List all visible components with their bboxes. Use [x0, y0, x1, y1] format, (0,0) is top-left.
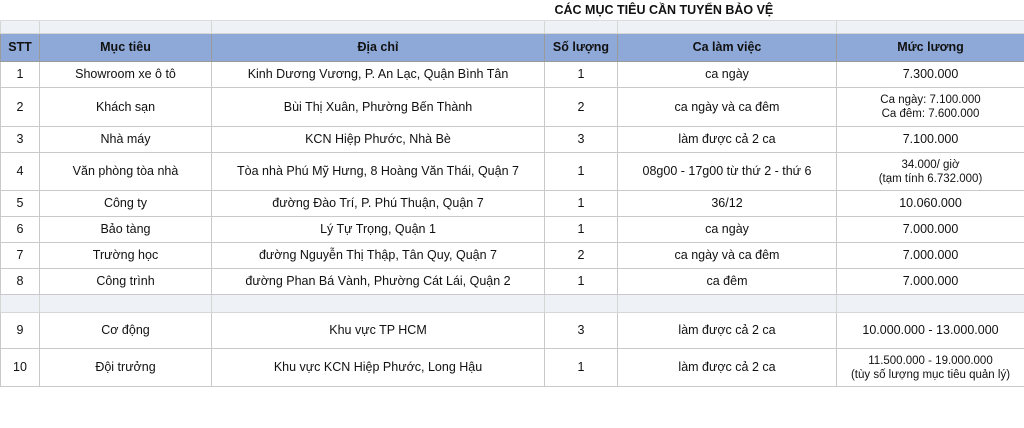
header-dia-chi: Địa chỉ [212, 34, 545, 62]
cell-ca-lam-viec: ca ngày và ca đêm [618, 88, 837, 127]
header-so-luong: Số lượng [545, 34, 618, 62]
cell-stt: 4 [1, 153, 40, 191]
cell-stt: 1 [1, 62, 40, 88]
cell-muc-luong [837, 269, 1024, 295]
salary-line: 7.000.000 [902, 248, 959, 262]
cell-ca-lam-viec: 08g00 - 17g00 từ thứ 2 - thứ 6 [618, 153, 837, 191]
cell-stt: 7 [1, 243, 40, 269]
cell-dia-chi: Khu vực TP HCM [212, 313, 545, 349]
cell-muc-tieu: Trường học [40, 243, 212, 269]
table-row [1, 191, 1024, 217]
cell-muc-tieu: Văn phòng tòa nhà [40, 153, 212, 191]
salary-line: (tùy số lượng mục tiêu quản lý) [850, 368, 1011, 381]
cell-dia-chi: Khu vực KCN Hiệp Phước, Long Hậu [212, 349, 545, 387]
cell-so-luong: 1 [545, 217, 618, 243]
cell-muc-tieu: Công ty [40, 191, 212, 217]
cell-dia-chi: đường Nguyễn Thị Thập, Tân Quy, Quận 7 [212, 243, 545, 269]
cell-muc-luong [837, 313, 1024, 349]
header-muc-tieu: Mục tiêu [40, 34, 212, 62]
cell-ca-lam-viec: ca ngày và ca đêm [618, 243, 837, 269]
salary-line: Ca ngày: 7.100.000 [880, 94, 981, 106]
table-row [1, 313, 1024, 349]
cell-muc-tieu: Khách sạn [40, 88, 212, 127]
cell-muc-luong [837, 217, 1024, 243]
cell-muc-luong [837, 349, 1024, 387]
cell-dia-chi: Bùi Thị Xuân, Phường Bến Thành [212, 88, 545, 127]
header-stt: STT [1, 34, 40, 62]
table-row [1, 62, 1024, 88]
salary-line: 34.000/ giờ [901, 158, 960, 171]
salary-line: Ca đêm: 7.600.000 [881, 108, 980, 120]
header-ca-lam-viec: Ca làm việc [618, 34, 837, 62]
cell-ca-lam-viec: ca ngày [618, 62, 837, 88]
cell-so-luong: 3 [545, 313, 618, 349]
header-muc-luong: Mức lương [837, 34, 1024, 62]
cell-dia-chi: đường Đào Trí, P. Phú Thuận, Quận 7 [212, 191, 545, 217]
cell-muc-tieu: Nhà máy [40, 127, 212, 153]
table-row [1, 217, 1024, 243]
salary-line: 7.000.000 [902, 274, 959, 288]
cell-muc-luong [837, 88, 1024, 127]
cell-muc-tieu: Đội trưởng [40, 349, 212, 387]
cell-muc-luong [837, 243, 1024, 269]
title-row [1, 0, 1024, 21]
salary-line: (tạm tính 6.732.000) [878, 172, 983, 185]
cell-dia-chi: Lý Tự Trọng, Quận 1 [212, 217, 545, 243]
table-row [1, 127, 1024, 153]
salary-line: 7.300.000 [902, 67, 959, 81]
cell-ca-lam-viec: ca đêm [618, 269, 837, 295]
cell-dia-chi: KCN Hiệp Phước, Nhà Bè [212, 127, 545, 153]
cell-stt: 3 [1, 127, 40, 153]
cell-muc-tieu: Showroom xe ô tô [40, 62, 212, 88]
table-row [1, 269, 1024, 295]
spacer-row [1, 21, 1024, 34]
cell-muc-luong [837, 127, 1024, 153]
cell-so-luong: 1 [545, 269, 618, 295]
cell-so-luong: 1 [545, 191, 618, 217]
cell-so-luong: 1 [545, 153, 618, 191]
cell-so-luong: 3 [545, 127, 618, 153]
cell-stt: 8 [1, 269, 40, 295]
salary-line: 11.500.000 - 19.000.000 [868, 354, 993, 367]
cell-so-luong: 2 [545, 88, 618, 127]
cell-so-luong: 2 [545, 243, 618, 269]
cell-stt: 6 [1, 217, 40, 243]
salary-line: 10.000.000 - 13.000.000 [862, 323, 999, 337]
cell-muc-tieu: Công trình [40, 269, 212, 295]
table-row [1, 243, 1024, 269]
cell-ca-lam-viec: làm được cả 2 ca [618, 349, 837, 387]
table-title: CÁC MỤC TIÊU CẦN TUYỂN BẢO VỆ [545, 0, 1024, 21]
cell-muc-tieu: Cơ động [40, 313, 212, 349]
cell-stt: 2 [1, 88, 40, 127]
cell-ca-lam-viec: làm được cả 2 ca [618, 127, 837, 153]
cell-muc-tieu: Bảo tàng [40, 217, 212, 243]
table-row [1, 349, 1024, 387]
cell-so-luong: 1 [545, 62, 618, 88]
cell-so-luong: 1 [545, 349, 618, 387]
table-row [1, 153, 1024, 191]
cell-muc-luong [837, 191, 1024, 217]
salary-line: 10.060.000 [899, 196, 962, 210]
header-row [1, 34, 1024, 62]
cell-ca-lam-viec: 36/12 [618, 191, 837, 217]
cell-ca-lam-viec: làm được cả 2 ca [618, 313, 837, 349]
cell-dia-chi: đường Phan Bá Vành, Phường Cát Lái, Quận 2 [212, 269, 545, 295]
cell-dia-chi: Tòa nhà Phú Mỹ Hưng, 8 Hoàng Văn Thái, Quận 7 [212, 153, 545, 191]
cell-stt: 5 [1, 191, 40, 217]
salary-line: 7.100.000 [902, 132, 959, 146]
salary-line: 7.000.000 [902, 222, 959, 236]
cell-stt: 9 [1, 313, 40, 349]
cell-stt: 10 [1, 349, 40, 387]
cell-dia-chi: Kinh Dương Vương, P. An Lạc, Quận Bình Tân [212, 62, 545, 88]
cell-muc-luong [837, 153, 1024, 191]
cell-ca-lam-viec: ca ngày [618, 217, 837, 243]
spacer-row [1, 295, 1024, 313]
cell-muc-luong [837, 62, 1024, 88]
table-row [1, 88, 1024, 127]
